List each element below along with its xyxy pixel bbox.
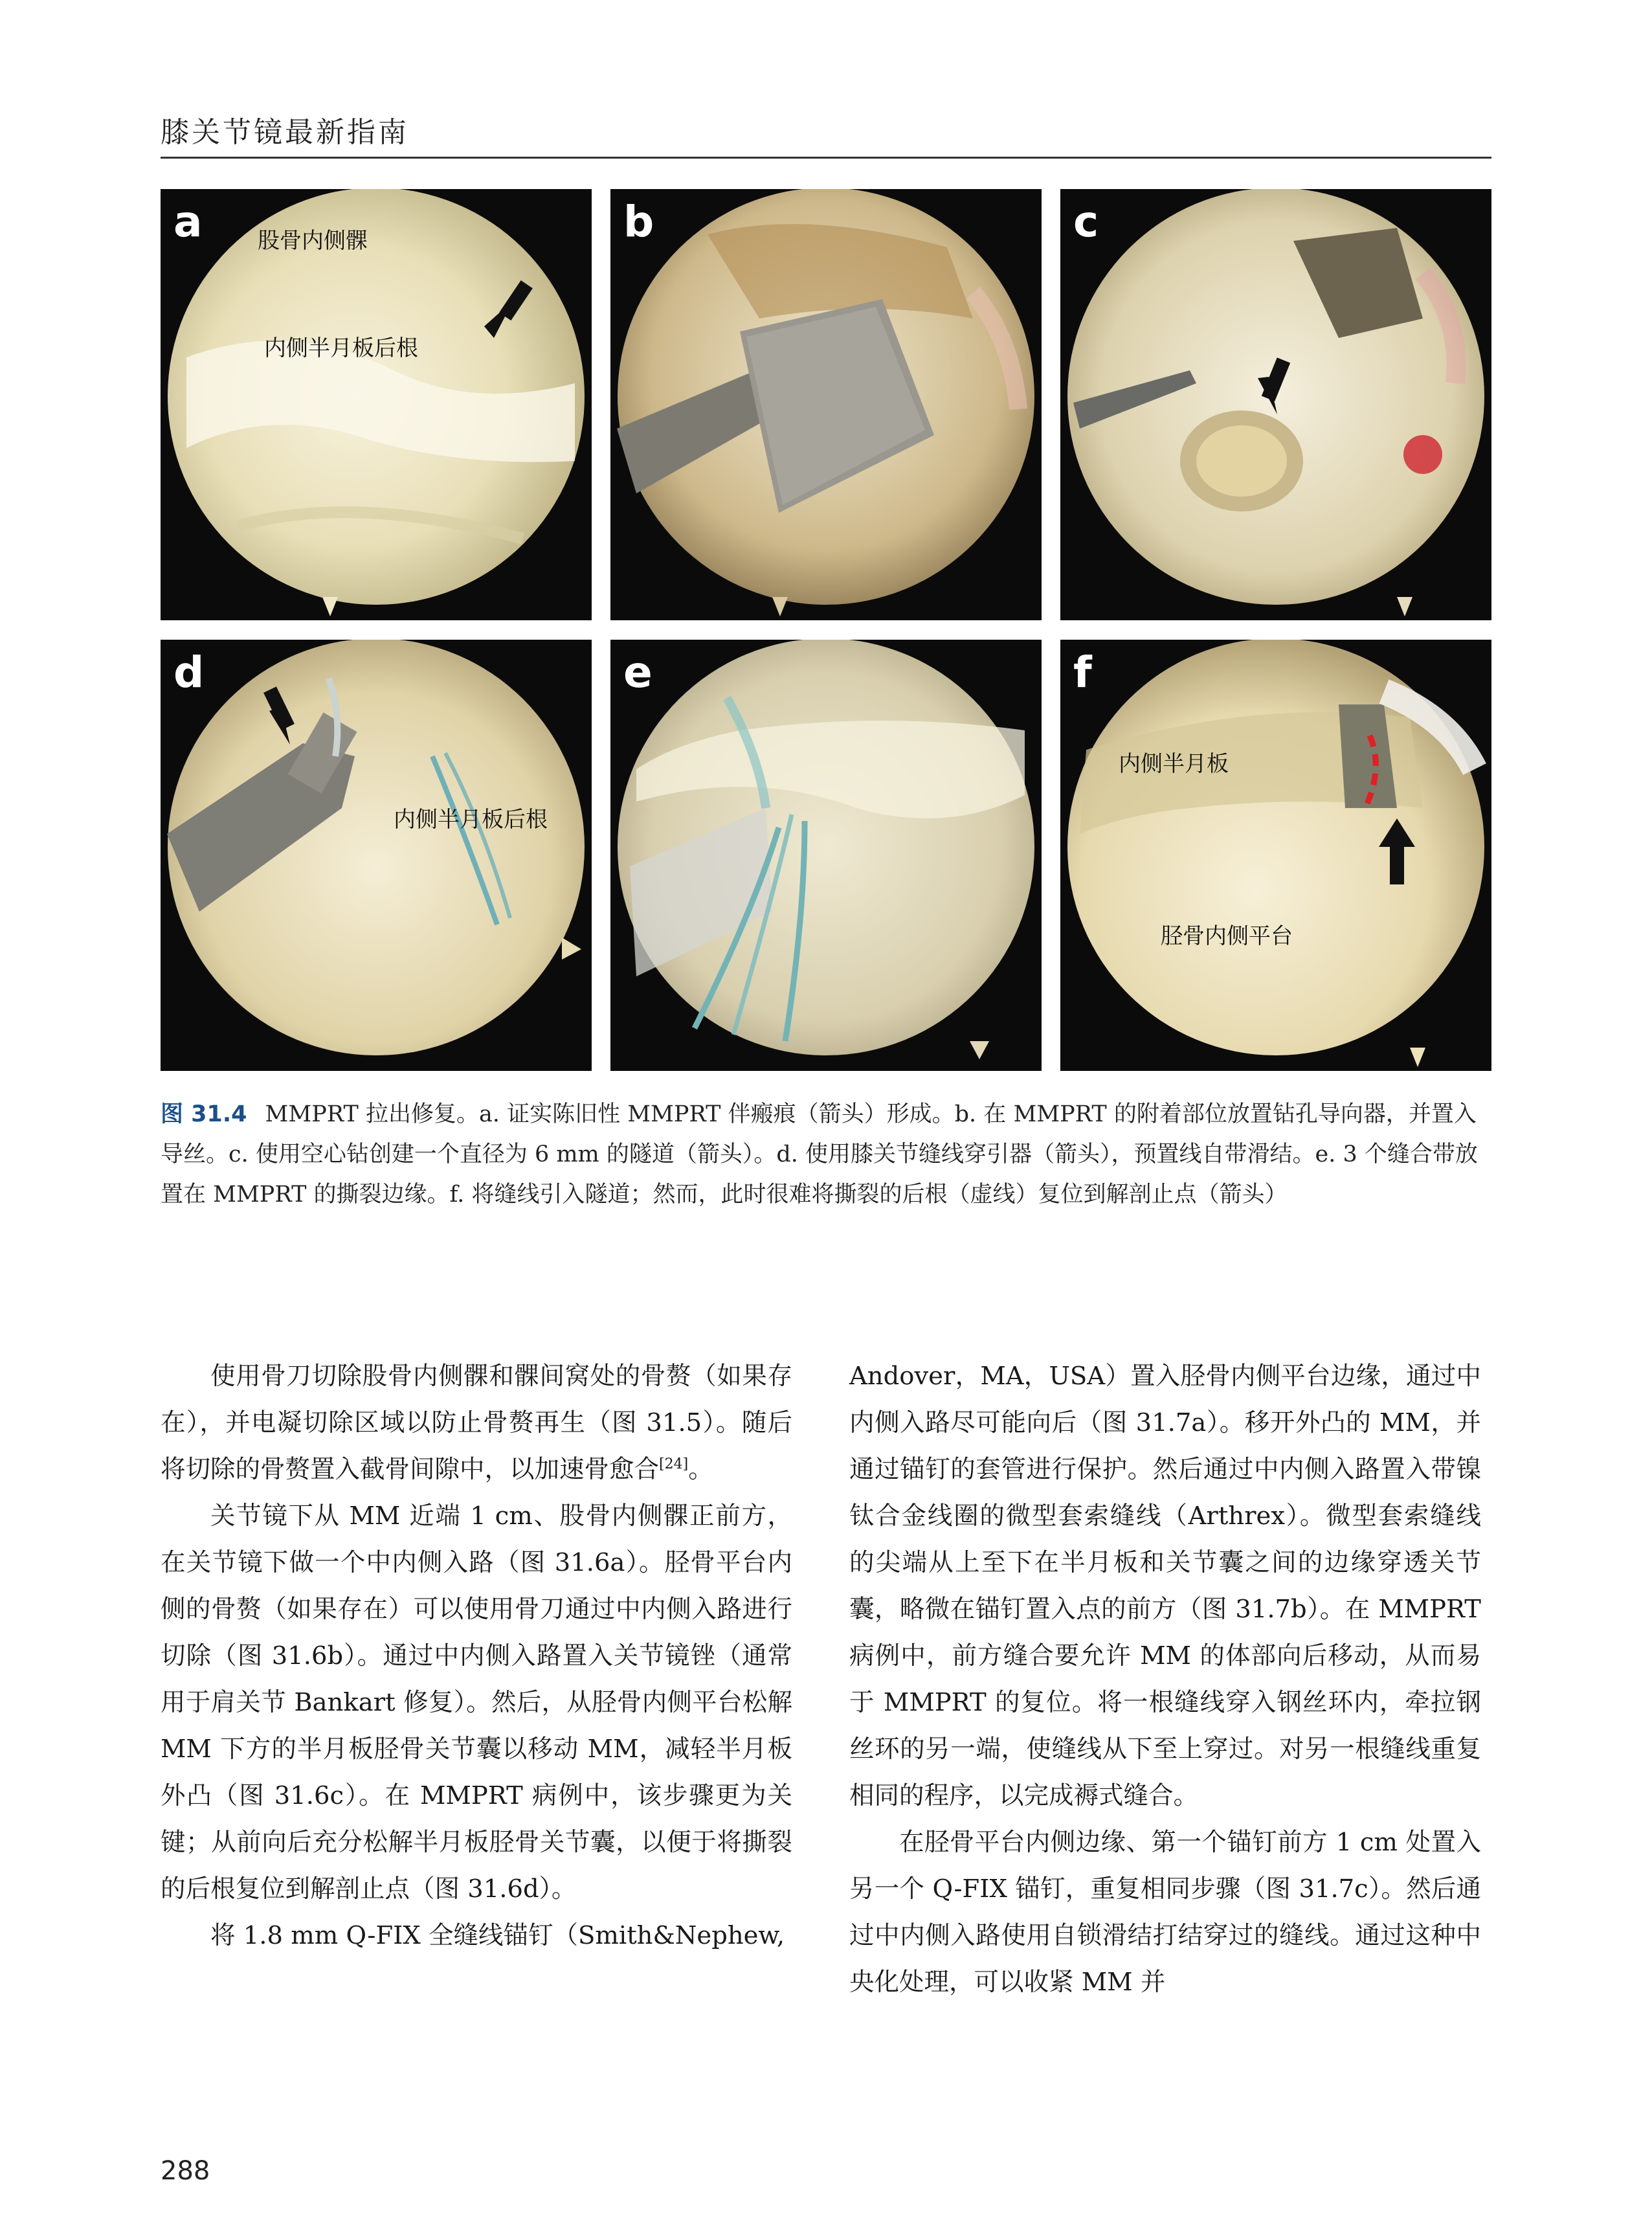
running-head: 膝关节镜最新指南 xyxy=(161,116,409,149)
figure-panel-b xyxy=(610,189,1042,620)
paragraph: 关节镜下从 MM 近端 1 cm、股骨内侧髁正前方，在关节镜下做一个中内侧入路（图 31.6a）。胫骨平台内侧的骨赘（如果存在）可以使用骨刀通过中内侧入路进行切除（图 31.6b）。通过中内侧入路置入关节镜锉（通常用于肩关节 Bankart 修复）。然后，从胫骨内侧平台松解 MM 下方的半月板胫骨关节囊以移动 MM，减轻半月板外凸（图 31.6c）。在 MMPRT 病例中，该步骤更为关键；从前向后充分松解半月板胫骨关节囊，以便于将撕裂的后根复位到解剖止点（图 31.6d）。 xyxy=(161,1501,792,1904)
panel-letter: a xyxy=(173,197,203,247)
paragraph: Andover，MA，USA）置入胫骨内侧平台边缘，通过中内侧入路尽可能向后（图 31.7a）。移开外凸的 MM，并通过锚钉的套管进行保护。然后通过中内侧入路置入带镍钛合金线圈的微型套索缝线（Arthrex）。微型套索缝线的尖端从上至下在半月板和关节囊之间的边缘穿透关节囊，略微在锚钉置入点的前方（图 31.7b）。在 MMPRT 病例中，前方缝合要允许 MM 的体部向后移动，从而易于 MMPRT 的复位。将一根缝线穿入钢丝环内，牵拉钢丝环的另一端，使缝线从下至上穿过。对另一根缝线重复相同的程序，以完成褥式缝合。 xyxy=(849,1362,1481,1810)
label-medial-tibial-plateau: 胫骨内侧平台 xyxy=(1161,923,1293,949)
figure-panel-c xyxy=(1060,189,1491,620)
arthroscopy-image-d xyxy=(161,640,592,1071)
label-medial-femoral-condyle: 股骨内侧髁 xyxy=(258,228,368,254)
body-column-left xyxy=(161,1353,792,1959)
figure-panel-a xyxy=(161,189,592,620)
figure-31-4 xyxy=(161,189,1491,1072)
figure-panel-f xyxy=(1060,640,1491,1071)
label-mm-posterior-root: 内侧半月板后根 xyxy=(394,807,548,833)
paragraph-end: 。 xyxy=(688,1455,713,1484)
caption-label: 图 31.4 xyxy=(161,1101,247,1127)
label-medial-meniscus: 内侧半月板 xyxy=(1119,751,1229,777)
figure-panel-e xyxy=(610,640,1042,1071)
caption-text: MMPRT 拉出修复。a. 证实陈旧性 MMPRT 伴瘢痕（箭头）形成。b. 在 MMPRT 的附着部位放置钻孔导向器，并置入导丝。c. 使用空心钻创建一个直径为 6 mm 的隧道（箭头）。d. 使用膝关节缝线穿引器（箭头），预置线自带滑结。e. 3 个缝合带放置在 MMPRT 的撕裂边缘。f. 将缝线引入隧道；然而，此时很难将撕裂的后根（虚线）复位到解剖止点（箭头） xyxy=(161,1101,1478,1208)
panel-letter: d xyxy=(173,647,205,697)
label-mm-posterior-root: 内侧半月板后根 xyxy=(264,335,418,361)
arthroscopy-image-f xyxy=(1060,640,1491,1071)
body-column-right xyxy=(849,1353,1481,2006)
arthroscopy-image-e xyxy=(610,640,1042,1071)
panel-letter: f xyxy=(1073,647,1092,697)
panel-letter: e xyxy=(623,647,653,697)
paragraph-text: 使用骨刀切除股骨内侧髁和髁间窝处的骨赘（如果存在），并电凝切除区域以防止骨赘再生（图 31.5）。随后将切除的骨赘置入截骨间隙中，以加速骨愈合 xyxy=(161,1362,792,1484)
header-rule xyxy=(161,157,1491,159)
panel-letter: b xyxy=(623,197,654,247)
figure-caption xyxy=(161,1094,1491,1215)
page-number: 288 xyxy=(161,2156,210,2186)
figure-panel-d xyxy=(161,640,592,1071)
arthroscopy-image-b xyxy=(610,189,1042,620)
citation-reference: [24] xyxy=(659,1456,689,1473)
arthroscopy-image-c xyxy=(1060,189,1491,620)
paragraph: 将 1.8 mm Q-FIX 全缝线锚钉（Smith&Nephew, xyxy=(210,1921,785,1950)
paragraph xyxy=(161,1353,792,1493)
paragraph: 在胫骨平台内侧边缘、第一个锚钉前方 1 cm 处置入另一个 Q-FIX 锚钉，重复相同步骤（图 31.7c）。然后通过中内侧入路使用自锁滑结打结穿过的缝线。通过这种中央化处理，可以收紧 MM 并 xyxy=(849,1828,1481,1997)
arthroscopy-image-a xyxy=(161,189,592,620)
panel-letter: c xyxy=(1073,197,1099,247)
